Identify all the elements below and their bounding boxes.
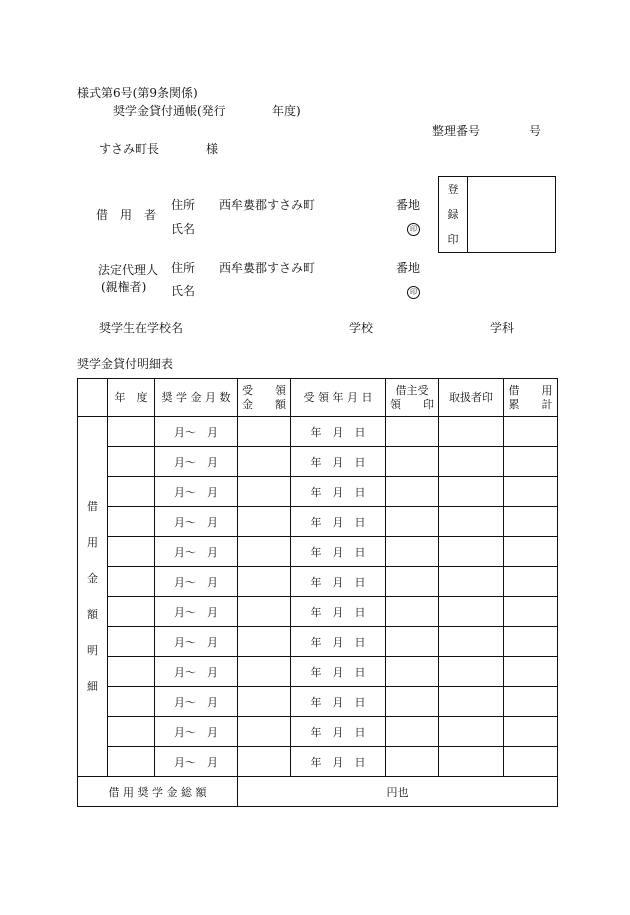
cumulative-cell[interactable] xyxy=(504,537,558,567)
borrower-seal-cell[interactable] xyxy=(386,687,439,717)
date-cell[interactable]: 年 月 日 xyxy=(291,507,386,537)
table-row xyxy=(78,447,558,477)
year-cell[interactable] xyxy=(108,417,155,447)
cumulative-cell[interactable] xyxy=(504,507,558,537)
honorific: 様 xyxy=(206,142,219,156)
date-cell[interactable]: 年 月 日 xyxy=(291,747,386,777)
amount-cell[interactable] xyxy=(238,627,291,657)
borrower-address-label: 住所 xyxy=(171,198,196,212)
year-cell[interactable] xyxy=(108,507,155,537)
table-row xyxy=(78,477,558,507)
table-row xyxy=(78,507,558,537)
passbook-title: 奨学金貸付通帳(発行 xyxy=(113,104,226,118)
header-borrower-seal xyxy=(386,379,439,417)
table-row xyxy=(78,747,558,777)
months-cell[interactable]: 月～ 月 xyxy=(155,747,238,777)
table-row xyxy=(78,657,558,687)
guardian-name-label: 氏名 xyxy=(171,284,196,298)
registration-label xyxy=(439,177,468,253)
months-cell[interactable]: 月～ 月 xyxy=(155,507,238,537)
amount-cell[interactable] xyxy=(238,597,291,627)
guardian-address-value: 西牟婁郡すさみ町 xyxy=(219,261,316,275)
amount-cell[interactable] xyxy=(238,717,291,747)
control-number-suffix: 号 xyxy=(529,124,542,138)
date-cell[interactable]: 年 月 日 xyxy=(291,477,386,507)
amount-cell[interactable] xyxy=(238,747,291,777)
school-label: 奨学生在学校名 xyxy=(99,321,184,335)
year-cell[interactable] xyxy=(108,717,155,747)
year-cell[interactable] xyxy=(108,597,155,627)
guardian-label-line2: (親権者) xyxy=(101,280,147,294)
cumulative-cell[interactable] xyxy=(504,567,558,597)
handler-seal-cell[interactable] xyxy=(439,417,504,447)
borrower-seal-cell[interactable] xyxy=(386,597,439,627)
borrower-seal-cell[interactable] xyxy=(386,447,439,477)
table-row xyxy=(78,627,558,657)
side-char: 細 xyxy=(87,679,98,693)
form-id: 様式第6号(第9条関係) xyxy=(77,86,198,100)
cumulative-cell[interactable] xyxy=(504,717,558,747)
borrower-seal-char: 印 xyxy=(407,223,420,236)
school-suffix: 学校 xyxy=(349,321,374,335)
months-cell[interactable]: 月～ 月 xyxy=(155,627,238,657)
cumulative-cell[interactable] xyxy=(504,477,558,507)
header-date: 受 領 年 月 日 xyxy=(291,379,386,417)
date-cell[interactable]: 年 月 日 xyxy=(291,597,386,627)
amount-cell[interactable] xyxy=(238,447,291,477)
handler-seal-cell[interactable] xyxy=(439,447,504,477)
borrower-seal-cell[interactable] xyxy=(386,747,439,777)
year-cell[interactable] xyxy=(108,747,155,777)
header-months: 奨 学 金 月 数 xyxy=(155,379,238,417)
cumulative-cell[interactable] xyxy=(504,447,558,477)
guardian-label-line1: 法定代理人 xyxy=(98,263,159,277)
side-label xyxy=(78,417,108,777)
header-cumulative-line2: 累 計 xyxy=(508,397,553,411)
cumulative-cell[interactable] xyxy=(504,597,558,627)
borrower-seal-cell[interactable] xyxy=(386,657,439,687)
months-cell[interactable]: 月～ 月 xyxy=(155,597,238,627)
date-cell[interactable]: 年 月 日 xyxy=(291,687,386,717)
handler-seal-cell[interactable] xyxy=(439,597,504,627)
guardian-address-suffix: 番地 xyxy=(396,261,421,275)
cumulative-cell[interactable] xyxy=(504,687,558,717)
borrower-name-label: 氏名 xyxy=(171,222,196,236)
date-cell[interactable]: 年 月 日 xyxy=(291,627,386,657)
header-handler: 取扱者印 xyxy=(439,379,504,417)
registration-char: 登 xyxy=(447,183,459,196)
handler-seal-cell[interactable] xyxy=(439,717,504,747)
date-cell[interactable]: 年 月 日 xyxy=(291,717,386,747)
guardian-address-label: 住所 xyxy=(171,261,196,275)
borrower-seal-cell[interactable] xyxy=(386,417,439,447)
months-cell[interactable]: 月～ 月 xyxy=(155,717,238,747)
amount-cell[interactable] xyxy=(238,507,291,537)
header-blank xyxy=(78,379,108,417)
borrower-seal-cell[interactable] xyxy=(386,477,439,507)
year-cell[interactable] xyxy=(108,567,155,597)
date-cell[interactable]: 年 月 日 xyxy=(291,537,386,567)
total-amount-cell[interactable]: 円也 xyxy=(238,777,558,807)
borrower-address-value: 西牟婁郡すさみ町 xyxy=(219,198,316,212)
amount-cell[interactable] xyxy=(238,417,291,447)
date-cell[interactable]: 年 月 日 xyxy=(291,657,386,687)
cumulative-cell[interactable] xyxy=(504,627,558,657)
year-cell[interactable] xyxy=(108,447,155,477)
date-cell[interactable]: 年 月 日 xyxy=(291,417,386,447)
header-borrower-seal-line1: 借主受 xyxy=(395,383,429,397)
cumulative-cell[interactable] xyxy=(504,747,558,777)
ledger-table xyxy=(77,378,558,807)
borrower-label: 借 用 者 xyxy=(96,208,157,222)
borrower-seal-cell[interactable] xyxy=(386,537,439,567)
date-cell[interactable]: 年 月 日 xyxy=(291,567,386,597)
borrower-seal-cell[interactable] xyxy=(386,507,439,537)
ledger-title: 奨学金貸付明細表 xyxy=(77,357,174,371)
header-amount-line2: 金 額 xyxy=(242,397,286,411)
table-row xyxy=(78,417,558,447)
passbook-year: 年度) xyxy=(272,104,301,118)
year-cell[interactable] xyxy=(108,687,155,717)
handler-seal-cell[interactable] xyxy=(439,567,504,597)
handler-seal-cell[interactable] xyxy=(439,687,504,717)
table-row xyxy=(78,537,558,567)
months-cell[interactable]: 月～ 月 xyxy=(155,687,238,717)
side-char: 借 xyxy=(87,499,98,513)
handler-seal-cell[interactable] xyxy=(439,507,504,537)
handler-seal-cell[interactable] xyxy=(439,537,504,567)
table-row xyxy=(78,597,558,627)
header-year: 年 度 xyxy=(108,379,155,417)
handler-seal-cell[interactable] xyxy=(439,477,504,507)
total-label: 借 用 奨 学 金 総 額 xyxy=(78,777,238,807)
registration-seal-box xyxy=(438,176,556,253)
registration-char: 録 xyxy=(447,208,459,221)
header-cumulative xyxy=(504,379,558,417)
borrower-address-suffix: 番地 xyxy=(396,198,421,212)
year-cell[interactable] xyxy=(108,657,155,687)
table-row xyxy=(78,687,558,717)
guardian-seal-char: 印 xyxy=(407,286,420,299)
department-suffix: 学科 xyxy=(490,321,515,335)
months-cell[interactable]: 月～ 月 xyxy=(155,477,238,507)
header-cumulative-line1: 借 用 xyxy=(508,383,553,397)
amount-cell[interactable] xyxy=(238,567,291,597)
cumulative-cell[interactable] xyxy=(504,417,558,447)
header-amount xyxy=(238,379,291,417)
amount-cell[interactable] xyxy=(238,687,291,717)
table-row xyxy=(78,567,558,597)
year-cell[interactable] xyxy=(108,537,155,567)
side-char: 金 xyxy=(87,571,98,585)
cumulative-cell[interactable] xyxy=(504,657,558,687)
control-number-label: 整理番号 xyxy=(432,124,481,138)
months-cell[interactable]: 月～ 月 xyxy=(155,447,238,477)
borrower-seal-icon xyxy=(407,221,420,236)
amount-cell[interactable] xyxy=(238,477,291,507)
months-cell[interactable]: 月～ 月 xyxy=(155,657,238,687)
side-char: 明 xyxy=(87,643,98,657)
table-row xyxy=(78,717,558,747)
borrower-seal-cell[interactable] xyxy=(386,717,439,747)
side-char: 用 xyxy=(87,535,98,549)
header-borrower-seal-line2: 領 印 xyxy=(390,397,434,411)
handler-seal-cell[interactable] xyxy=(439,747,504,777)
date-cell[interactable]: 年 月 日 xyxy=(291,447,386,477)
handler-seal-cell[interactable] xyxy=(439,657,504,687)
ledger-header-row xyxy=(78,379,558,417)
year-cell[interactable] xyxy=(108,477,155,507)
header-amount-line1: 受 領 xyxy=(242,383,286,397)
guardian-seal-icon xyxy=(407,284,420,299)
addressee: すさみ町長 xyxy=(99,142,160,156)
months-cell[interactable]: 月～ 月 xyxy=(155,567,238,597)
handler-seal-cell[interactable] xyxy=(439,627,504,657)
side-char: 額 xyxy=(87,607,98,621)
amount-cell[interactable] xyxy=(238,657,291,687)
year-cell[interactable] xyxy=(108,627,155,657)
months-cell[interactable]: 月～ 月 xyxy=(155,537,238,567)
borrower-seal-cell[interactable] xyxy=(386,567,439,597)
borrower-seal-cell[interactable] xyxy=(386,627,439,657)
months-cell[interactable]: 月～ 月 xyxy=(155,417,238,447)
total-row xyxy=(78,777,558,807)
registration-seal-area[interactable] xyxy=(468,177,556,253)
registration-char: 印 xyxy=(447,233,459,246)
amount-cell[interactable] xyxy=(238,537,291,567)
